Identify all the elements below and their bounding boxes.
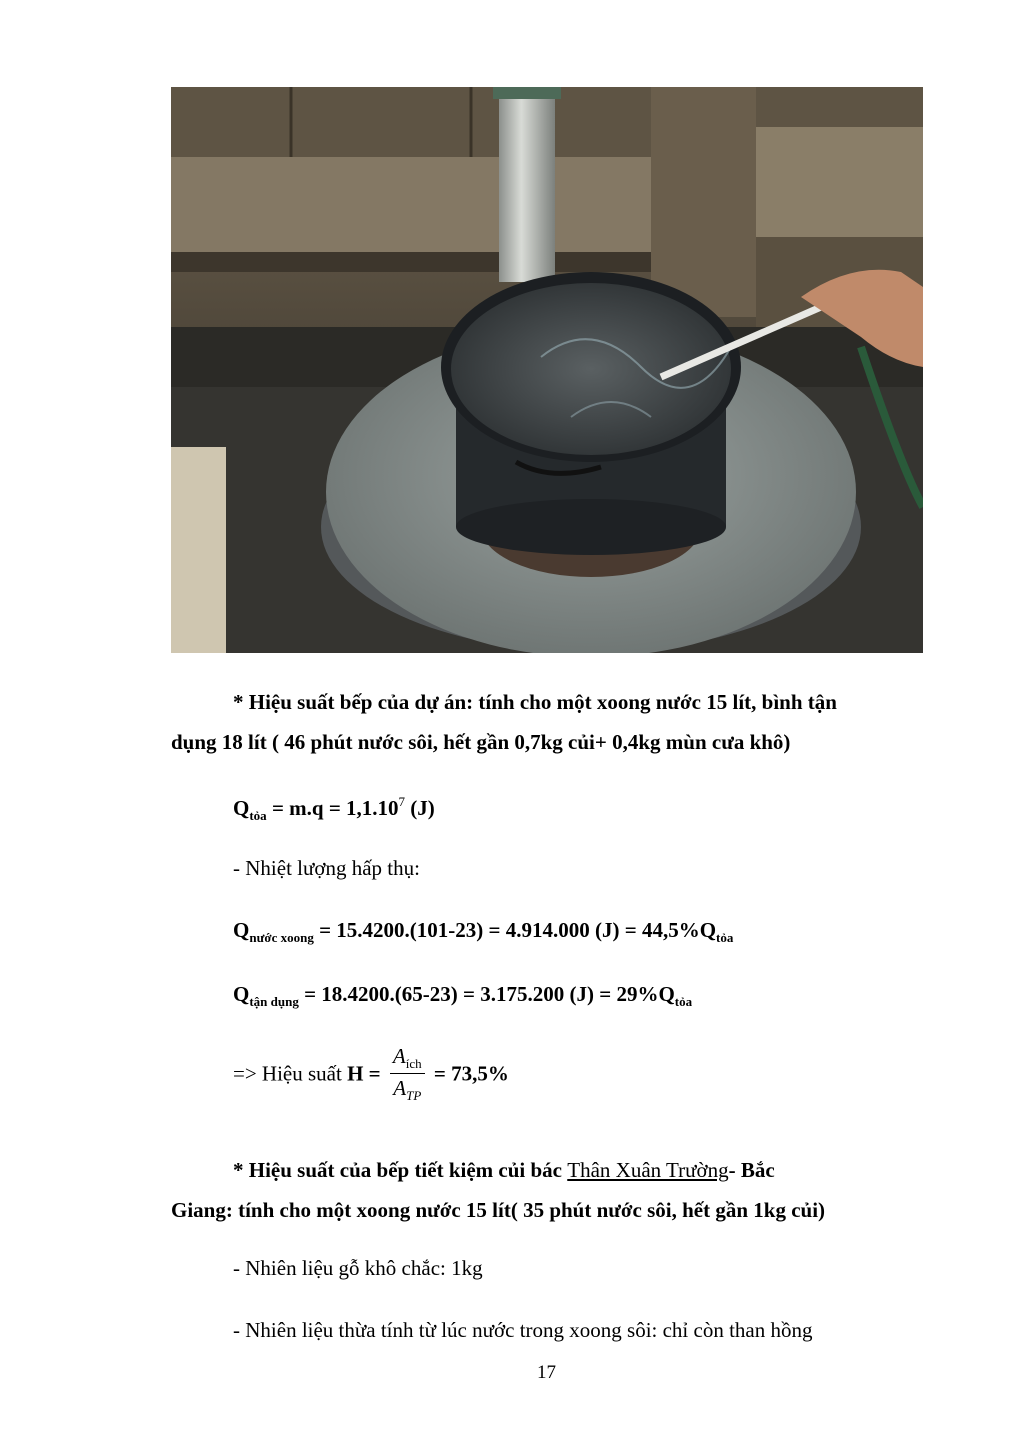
section2-heading-post: - Bắc <box>728 1158 775 1182</box>
q-symbol: Q <box>233 796 250 820</box>
section2-heading-pre: * Hiệu suất của bếp tiết kiệm củi bác <box>233 1158 568 1182</box>
page-number: 17 <box>537 1362 556 1383</box>
section2-heading-line2: Giang: tính cho một xoong nước 15 lít( 35 phút nước sôi, hết gần 1kg củi) <box>171 1198 826 1222</box>
q-toa-subscript: tỏa <box>716 930 734 945</box>
efficiency-result: = 73,5% <box>433 1061 509 1086</box>
q-nuoc-xoong-subscript: nước xoong <box>249 930 314 945</box>
section1-heading <box>171 682 925 762</box>
q-toa-expression: = m.q = 1,1.10 <box>266 796 399 820</box>
leftover-line: - Nhiên liệu thừa tính từ lúc nước trong xoong sôi: chỉ còn than hồng <box>233 1318 813 1342</box>
denominator-subscript: TP <box>406 1088 422 1103</box>
efficiency-h: H = <box>347 1061 381 1086</box>
efficiency-prefix: => Hiệu suất <box>233 1061 348 1086</box>
fraction-numerator <box>390 1042 425 1074</box>
fuel-line: - Nhiên liệu gỗ khô chắc: 1kg <box>233 1256 483 1280</box>
q-toa-subscript: tỏa <box>249 808 267 823</box>
section2-heading-line1 <box>171 1150 925 1190</box>
section1-heading-line2: dụng 18 lít ( 46 phút nước sôi, hết gần 0,7kg củi+ 0,4kg mùn cưa khô) <box>171 730 791 754</box>
q-tan-dung-formula <box>233 980 692 1011</box>
q-toa-exponent: 7 <box>398 794 406 809</box>
section2-heading <box>171 1150 925 1230</box>
q-symbol: Q <box>233 982 250 1006</box>
pot-on-stove-photo <box>171 87 923 653</box>
numerator-a: A <box>392 1044 406 1068</box>
q-tan-dung-subscript: tận dụng <box>249 994 299 1009</box>
q-toa-unit: (J) <box>405 796 435 820</box>
fraction-denominator <box>390 1074 425 1105</box>
denominator-a: A <box>393 1076 407 1100</box>
section2-heading-name: Thân Xuân Trường <box>567 1158 729 1182</box>
q-tan-dung-expression: = 18.4200.(65-23) = 3.175.200 (J) = 29%Q <box>298 982 675 1006</box>
numerator-subscript: ích <box>405 1056 422 1071</box>
efficiency-formula <box>233 1042 509 1105</box>
q-toa-formula <box>233 794 435 825</box>
q-toa-subscript: tỏa <box>674 994 693 1009</box>
efficiency-fraction <box>390 1042 425 1105</box>
q-nuoc-xoong-expression: = 15.4200.(101-23) = 4.914.000 (J) = 44,5%Q <box>313 918 717 942</box>
section1-heading-line1: * Hiệu suất bếp của dự án: tính cho một xoong nước 15 lít, bình tận <box>233 690 837 714</box>
q-nuoc-xoong-formula <box>233 916 733 947</box>
absorbed-heat-label: - Nhiệt lượng hấp thụ: <box>233 856 420 880</box>
photo-illustration <box>171 87 923 653</box>
q-symbol: Q <box>233 918 250 942</box>
